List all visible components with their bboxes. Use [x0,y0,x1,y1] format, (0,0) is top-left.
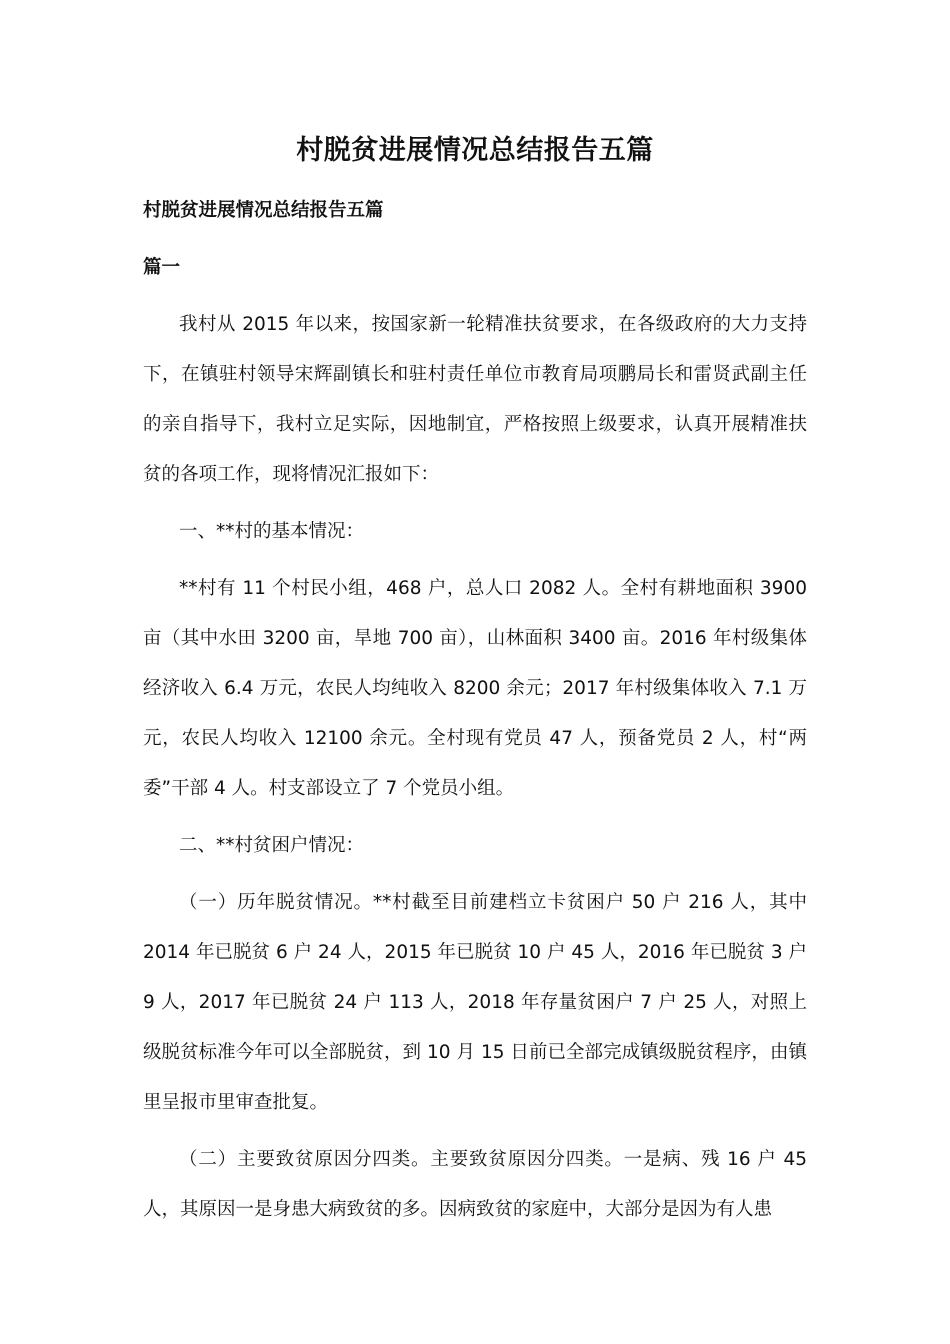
paragraph-intro: 我村从 2015 年以来，按国家新一轮精准扶贫要求，在各级政府的大力支持下，在镇驻村领导宋辉副镇长和驻村责任单位市教育局项鹏局长和雷贤武副主任的亲自指导下，我村立足实际，因地制宜，严格按照上级要求，认真开展精准扶贫的各项工作，现将情况汇报如下： [143,314,807,485]
paragraph-basic-info: **村有 11 个村民小组，468 户，总人口 2082 人。全村有耕地面积 3900 亩（其中水田 3200 亩，旱地 700 亩），山林面积 3400 亩。2016 年村级集体经济收入 6.4 万元，农民人均纯收入 8200 余元；2017 年村级集体收入 7.1 万元，农民人均收入 12100 余元。全村现有党员 47 人，预备党员 2 人，村“两委”干部 4 人。村支部设立了 7 个党员小组。 [143,578,807,799]
paragraph-poverty-history: （一）历年脱贫情况。**村截至目前建档立卡贫困户 50 户 216 人，其中 2014 年已脱贫 6 户 24 人，2015 年已脱贫 10 户 45 人，2016 年已脱贫 3 户 9 人，2017 年已脱贫 24 户 113 人，2018 年存量贫困户 7 户 25 人，对照上级脱贫标准今年可以全部脱贫，到 10 月 15 日前已全部完成镇级脱贫程序，由镇里呈报市里审查批复。 [143,892,807,1113]
document-subtitle: 村脱贫进展情况总结报告五篇 [143,200,384,221]
paragraph-heading-poverty: 二、**村贫困户情况： [179,835,365,856]
document-body [143,186,807,1242]
paragraph-heading-basic-info: 一、**村的基本情况： [179,521,365,542]
paragraph-poverty-causes: （二）主要致贫原因分四类。主要致贫原因分四类。一是病、残 16 户 45 人，其原因一是身患大病致贫的多。因病致贫的家庭中，大部分是因为有人患 [143,1149,807,1220]
document-title: 村脱贫进展情况总结报告五篇 [296,135,654,166]
section-label: 篇一 [143,257,181,278]
